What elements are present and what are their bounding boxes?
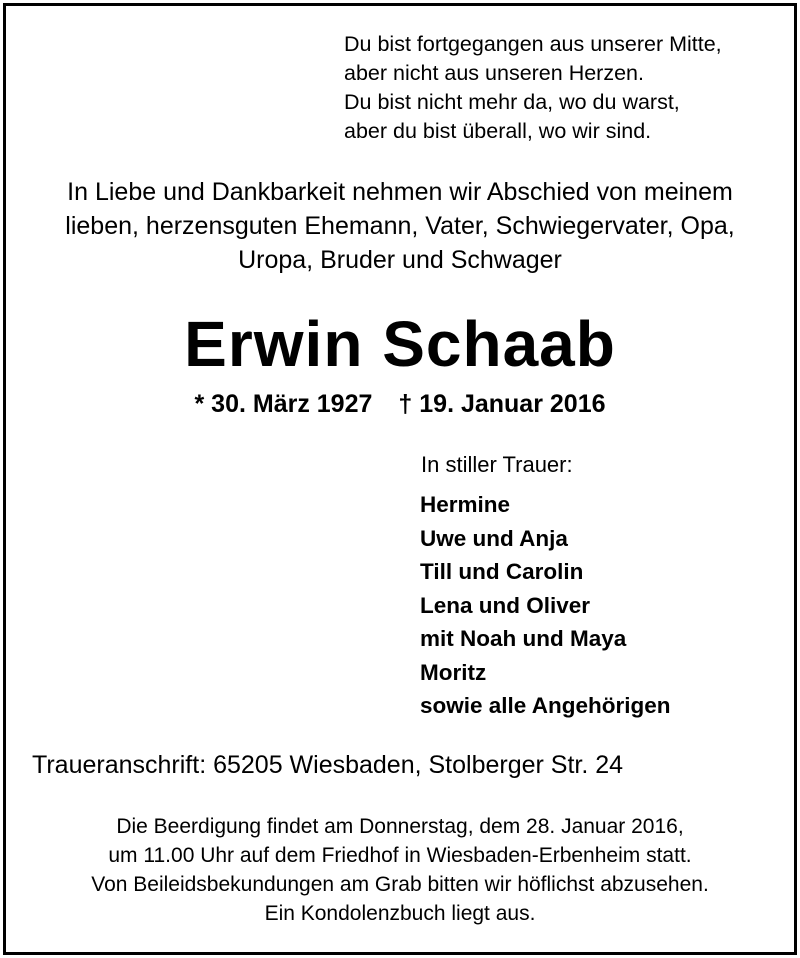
mourners-list [420, 488, 670, 723]
intro-line: Uropa, Bruder und Schwager [238, 246, 562, 274]
poem-line: Du bist fortgegangen aus unserer Mitte, [344, 32, 722, 56]
life-dates [0, 387, 800, 421]
poem-line: aber du bist überall, wo wir sind. [344, 119, 652, 143]
mourner-name: Moritz [420, 659, 487, 685]
mourner-name: Lena und Oliver [420, 592, 591, 618]
mourning-address: Traueranschrift: 65205 Wiesbaden, Stolberger Str. 24 [32, 751, 624, 779]
intro-text [0, 175, 800, 277]
mourner-name: sowie alle Angehörigen [420, 693, 671, 718]
poem-line: aber nicht aus unseren Herzen. [344, 61, 644, 85]
poem-line: Du bist nicht mehr da, wo du warst, [344, 90, 680, 114]
funeral-line: Die Beerdigung findet am Donnerstag, dem 28. Januar 2016, [116, 815, 684, 838]
funeral-line: Von Beileidsbekundungen am Grab bitten wir höflichst abzusehen. [91, 873, 709, 896]
mourner-name: Hermine [420, 492, 511, 517]
funeral-info [0, 812, 800, 928]
mourner-name: Uwe und Anja [420, 525, 568, 551]
funeral-line: um 11.00 Uhr auf dem Friedhof in Wiesbaden-Erbenheim statt. [108, 844, 692, 867]
mourner-name: Till und Carolin [420, 559, 584, 584]
deceased-name: Erwin Schaab [184, 308, 616, 380]
birth-date: * 30. März 1927 [194, 390, 373, 418]
mourning-label: In stiller Trauer: [421, 452, 573, 477]
poem [344, 30, 764, 146]
intro-line: In Liebe und Dankbarkeit nehmen wir Abschied von meinem [67, 178, 733, 206]
death-date: † 19. Januar 2016 [398, 390, 606, 418]
funeral-line: Ein Kondolenzbuch liegt aus. [264, 902, 536, 925]
intro-line: lieben, herzensguten Ehemann, Vater, Schwiegervater, Opa, [65, 212, 735, 240]
mourner-name: mit Noah und Maya [420, 626, 627, 651]
